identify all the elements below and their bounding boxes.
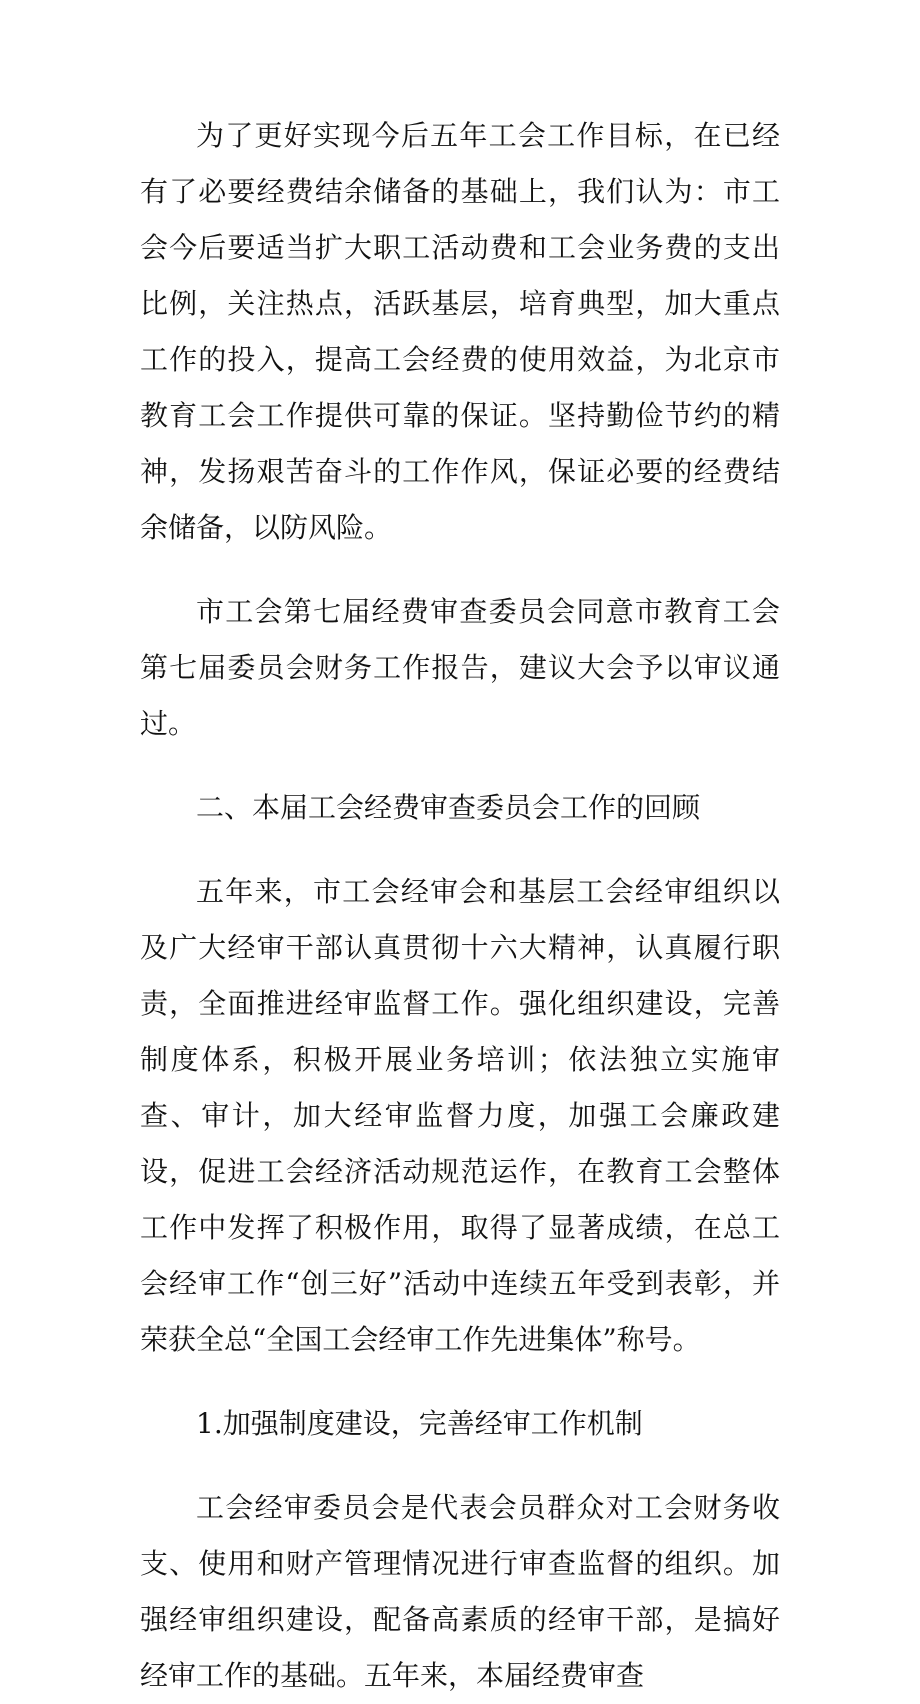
paragraph-five-year-review: 五年来，市工会经审会和基层工会经审组织以及广大经审干部认真贯彻十六大精神，认真履行职责，全面推进经审监督工作。强化组织建设，完善制度体系，积极开展业务培训；依法独立实施审查、审计，加大经审监督力度，加强工会廉政建设，促进工会经济活动规范运作，在教育工会整体工作中发挥了积极作用，取得了显著成绩，在总工会经审工作“创三好”活动中连续五年受到表彰，并荣获全总“全国工会经审工作先进集体”称号。 bbox=[140, 875, 780, 1356]
subsection-heading-system-building: 1.加强制度建设，完善经审工作机制 bbox=[196, 1407, 643, 1440]
paragraph-funding-goals: 为了更好实现今后五年工会工作目标，在已经有了必要经费结余储备的基础上，我们认为：市工会今后要适当扩大职工活动费和工会业务费的支出比例，关注热点，活跃基层，培育典型，加大重点工作的投入，提高工会经费的使用效益，为北京市教育工会工作提供可靠的保证。坚持勤俭节约的精神，发扬艰苦奋斗的工作作风，保证必要的经费结余储备，以防风险。 bbox=[140, 119, 780, 544]
paragraph-audit-committee-role: 工会经审委员会是代表会员群众对工会财务收支、使用和财产管理情况进行审查监督的组织。加强经审组织建设，配备高素质的经审干部，是搞好经审工作的基础。五年来，本届经费审查 bbox=[140, 1491, 780, 1692]
paragraph-committee-approval: 市工会第七届经费审查委员会同意市教育工会第七届委员会财务工作报告，建议大会予以审议通过。 bbox=[140, 595, 780, 740]
section-heading-review: 二、本届工会经费审查委员会工作的回顾 bbox=[196, 791, 701, 824]
paragraph-spacer bbox=[140, 1452, 780, 1480]
paragraph-spacer bbox=[140, 1368, 780, 1396]
document-body bbox=[140, 108, 780, 1704]
paragraph-spacer bbox=[140, 752, 780, 780]
paragraph-spacer bbox=[140, 556, 780, 584]
paragraph-spacer bbox=[140, 836, 780, 864]
